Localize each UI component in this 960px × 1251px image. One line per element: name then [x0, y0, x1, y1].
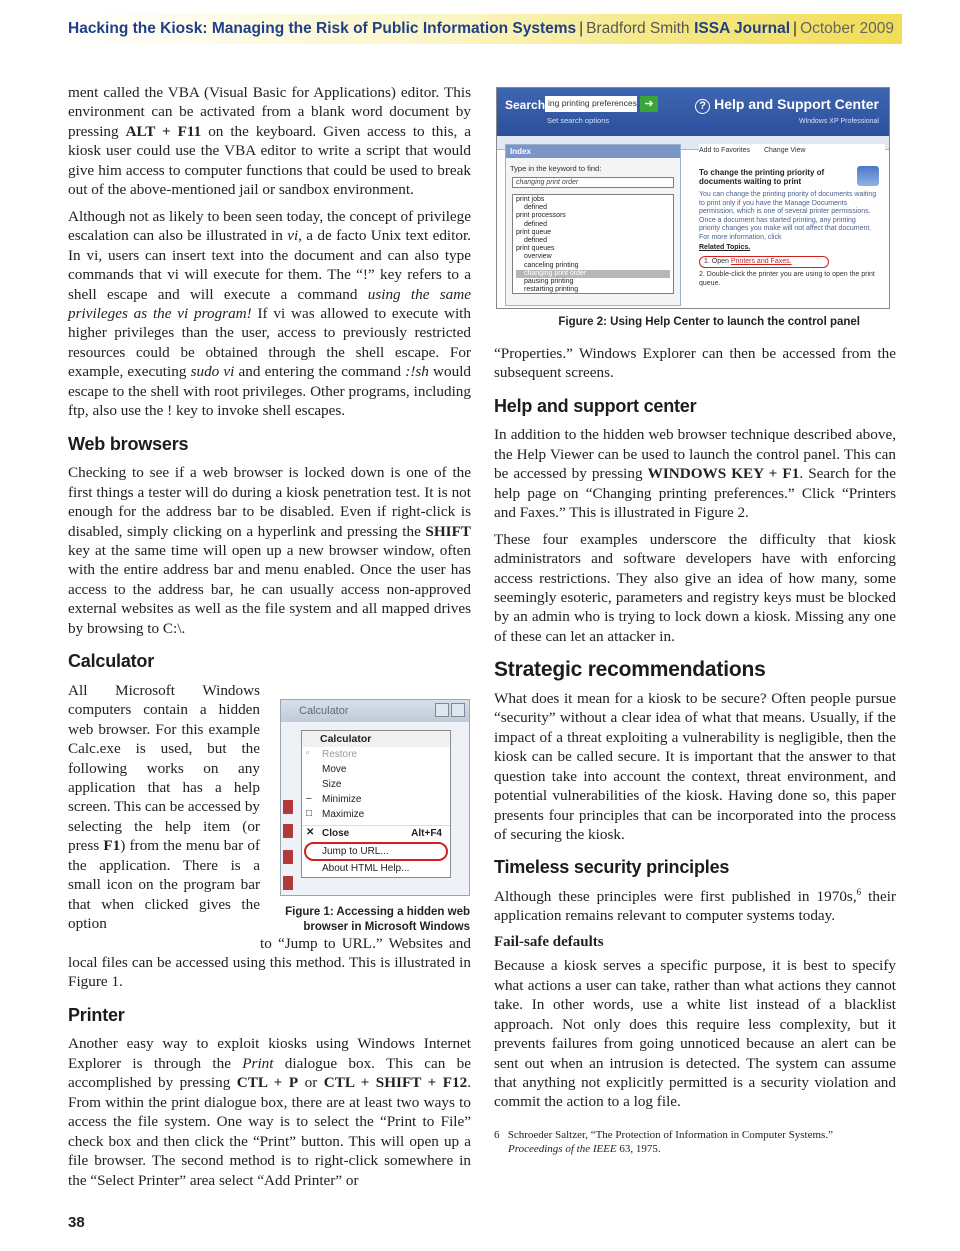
list-item: defined: [524, 220, 547, 228]
window-title: Calculator: [299, 705, 349, 717]
list-item: print queue: [516, 228, 552, 236]
right-column: [494, 344, 896, 1156]
paragraph: Another easy way to exploit kiosks using Windows Internet Explorer is through the Print dialogue box. This can be accomplished by pressing CTL + P or CTL + SHIFT + F12. From within the print dialogue box, there are at least two ways to access the file system. One way is to select the “Print to File” check box and then click the “Print” button. This will open up a file browser. The second method is to right-click somewhere in the “Select Printer” area select “Add Printer” or: [68, 1035, 471, 1189]
paragraph: Because a kiosk serves a specific purpose, it is best to specify what actions a user can take, rather than what actions they cannot take. In other words, use a white list instead of a blacklist approach. Not only does this require less complexity, but it prevents failures from going unnoticed because an alert can be sent out when an intrusion is detected. The system can assume that anything not explicitly permitted is a security violation and commit the action to a log file.: [494, 957, 896, 1111]
figure-1-screenshot: [280, 699, 470, 896]
paragraph: All Microsoft Windows computers contain a hidden web browser. For this example Calc.exe is used, but the following works on any application that has a help screen. This can be accessed by selecting the help item (or press F1) from the menu bar of the application. There is a small icon on the program bar that when clicked gives the option: [68, 681, 261, 933]
section-heading-help-support: Help and support center: [494, 395, 697, 416]
add-favorites: Add to Favorites: [699, 147, 750, 154]
step-2: 2. Double-click the printer you are using to open the print queue.: [699, 271, 875, 287]
list-item: restarting printing: [524, 286, 579, 294]
index-header: Index: [506, 145, 680, 158]
paragraph: “Properties.” Windows Explorer can then be accessed from the subsequent screens.: [494, 345, 896, 382]
running-header: [62, 14, 902, 44]
figure-1-caption: Figure 1: Accessing a hidden web browser in Microsoft Windows: [285, 906, 470, 933]
header-separator-2: |: [793, 20, 798, 37]
menu-item-size: Size: [322, 779, 342, 790]
list-item: print queues: [516, 245, 555, 253]
header-title: Hacking the Kiosk: Managing the Risk of Public Information Systems: [68, 20, 577, 37]
topic-heading: To change the printing priority of documents waiting to print: [699, 168, 825, 186]
section-heading-timeless: Timeless security principles: [494, 857, 730, 878]
section-heading-web-browsers: Web browsers: [68, 433, 189, 454]
paragraph: Although these principles were first published in 1970s,$^6$ their application remains relevant to computer systems today.: [494, 886, 896, 925]
calculator-titlebar: [281, 700, 469, 722]
search-label: Search: [505, 98, 546, 112]
header-journal: ISSA Journal: [694, 20, 791, 37]
subheading-fail-safe: Fail-safe defaults: [494, 933, 604, 950]
help-center-title: ? Help and Support Center: [695, 96, 879, 114]
footnote: 6 Schroeder Saltzer, “The Protection of Information in Computer Systems.” Proceedings of the IEEE 63, 1975.: [494, 1128, 833, 1155]
header-author: Bradford Smith: [586, 20, 690, 37]
list-item: print jobs: [516, 196, 545, 203]
list-item-selected: changing print order: [516, 270, 670, 278]
menu-item-maximize: □ Maximize: [306, 808, 365, 820]
calculator-key: [283, 850, 293, 864]
change-view: Change View: [763, 147, 806, 154]
paragraph: These four examples underscore the difficulty that kiosk administrators and software developers have with enforcing access restrictions. They also give an idea of how many, some seemingly esoteric, parameters and registry keys must be blocked by an admin who is trying to lock down a kiosk. Missing any one of these can let an attacker in.: [494, 530, 896, 645]
calculator-key: [283, 800, 293, 814]
header-separator: |: [579, 20, 584, 37]
paragraph: In addition to the hidden web browser technique described above, the Help Viewer can be used to launch the control panel. This can be accessed by pressing WINDOWS KEY + F1. Search for the help page on “Changing printing preferences.” Click “Printers and Faxes.” This is illustrated in Figure 2.: [494, 426, 896, 522]
header-date: October 2009: [800, 20, 894, 37]
left-column: [68, 83, 471, 1197]
help-center-header: [497, 88, 889, 136]
minimize-icon: [435, 703, 449, 717]
paragraph: to “Jump to URL.” Websites and local files can be accessed using this method. This is illustrated in Figure 1.: [68, 934, 471, 991]
index-pane: [505, 144, 681, 306]
menu-item-restore: ▫ Restore: [306, 748, 358, 760]
figure-2-screenshot: [496, 87, 890, 309]
content-toolbar: [699, 144, 885, 158]
index-list: [512, 194, 674, 294]
menu-title: Calculator: [302, 731, 450, 747]
menu-item-minimize: – Minimize: [306, 793, 362, 805]
list-item: print processors: [516, 212, 566, 220]
list-item: defined: [524, 204, 547, 212]
page-number: 38: [68, 1214, 85, 1231]
calculator-key: [283, 824, 293, 838]
search-input: ing printing preferences: [545, 96, 637, 112]
os-label: Windows XP Professional: [798, 118, 879, 125]
highlight-circle: [304, 842, 448, 861]
system-menu: [301, 730, 451, 878]
paragraph: What does it mean for a kiosk to be secure? Often people pursue “security” without a clear idea of what that means. Usually, if the impact of a threat exploiting a vulnerability is negligible, then the kiosk can be called secure. It is important that the answer to that question take into account the context, threat environment, and potential vulnerabilities of the kiosk. Having done so, this paper presents four principles that can be incorporated into the process of securing the kiosk.: [494, 689, 896, 843]
step-1-highlight: 1. Open Printers and Faxes.: [699, 256, 829, 269]
menu-item-about-help: About HTML Help...: [322, 863, 410, 873]
calculator-key: [283, 876, 293, 890]
list-item: canceling printing: [524, 261, 579, 269]
figure-2-caption: Figure 2: Using Help Center to launch the control panel: [558, 316, 860, 328]
set-search-options: Set search options: [547, 116, 610, 125]
section-heading-calculator: Calculator: [68, 651, 155, 672]
menu-item-move: Move: [322, 764, 347, 775]
list-item: defined: [524, 237, 547, 245]
keyword-label: Type in the keyword to find:: [510, 164, 602, 173]
related-topics: Related Topics.: [699, 244, 751, 251]
maximize-icon: [451, 703, 465, 717]
menu-item-close: ✕ Close Alt+F4: [302, 825, 450, 840]
section-heading-strategic: Strategic recommendations: [494, 658, 766, 682]
go-arrow-icon: ➔: [640, 96, 658, 112]
printer-icon: [857, 166, 879, 186]
topic-body: You can change the printing priority of documents waiting to print only if you have the Manage Documents permission, which is one of several printer permissions. Once a document has started printing, any printing priority changes you make will not affect that document. For more information, click: [699, 191, 877, 241]
paragraph: ment called the VBA (Visual Basic for Applications) editor. This environment can be activated from a blank word document by pressing ALT + F11 on the keyboard. Given access to this, a kiosk user could use the VBA editor to write a script that would give him access to computer functions that could be used to break out of the above-mentioned jail or sandbox environment.: [68, 84, 472, 199]
paragraph: Although not as likely to been seen today, the concept of privilege escalation can also be illustrated in vi, a de facto Unix text editor. In vi, users can insert text into the document and can also type commands that vi will execute for them. The “!” key refers to a shell escape and will execute a command using the same privileges as the vi program! If vi was allowed to execute with higher privileges than the user, access to previously restricted resources could be obtained through the shell escape. For example, executing sudo vi and entering the command :!sh would escape to the shell with root privileges. Other programs, including ftp, also use the ! key to invoke shell escapes.: [68, 207, 472, 420]
list-item: pausing printing: [524, 278, 574, 286]
content-pane: [699, 144, 885, 306]
section-heading-printer: Printer: [68, 1004, 125, 1025]
list-item: overview: [524, 253, 552, 261]
menu-item-jump-to-url: Jump to URL...: [322, 846, 389, 857]
help-icon: ?: [695, 99, 710, 114]
keyword-input: changing print order: [512, 177, 674, 188]
close-icon: ✕: [306, 827, 315, 838]
paragraph: Checking to see if a web browser is locked down is one of the first things a tester will do during a kiosk penetration test. It is not enough for the address bar to be disabled. Even if right-click is disabled, simply clicking on a hyperlink and pressing the SHIFT key at the same time will open up a new browser window, often with the entire address bar and menu enabled. Once the user has access to the address bar, he can usually access non-approved external websites as well as the file system and all mapped drives by browsing to C:\.: [68, 464, 471, 637]
